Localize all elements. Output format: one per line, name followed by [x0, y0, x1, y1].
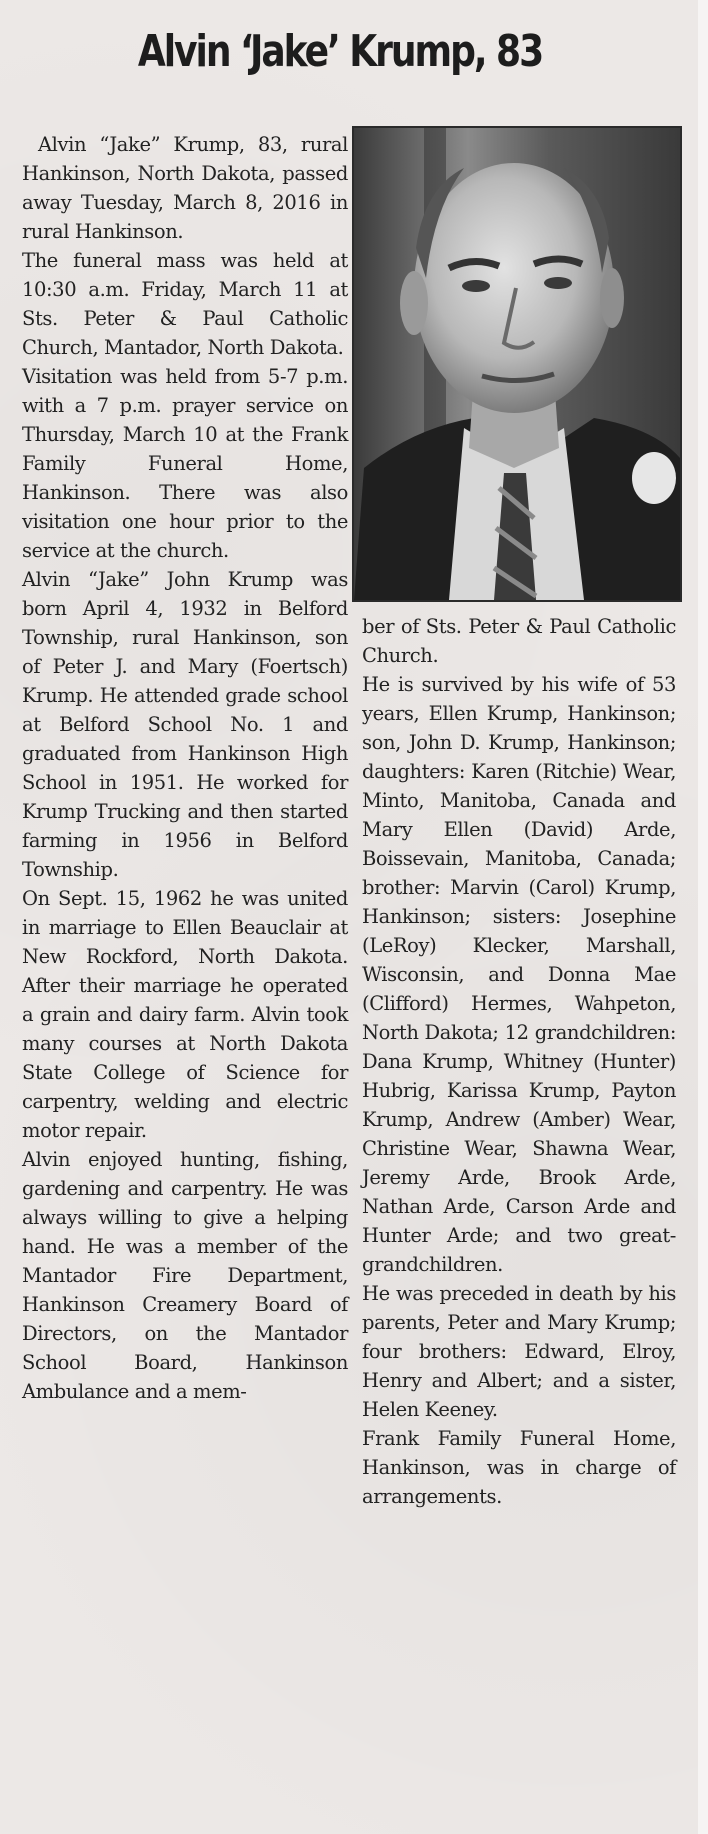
paragraph-visitation: Visitation was held from 5-7 p.m. with a 7 p.m. prayer service on Thursday, March 10 at the Frank Family Funeral Home, Hankinson. There was also visitation one hour prior to the service at the church.	[22, 365, 348, 562]
paragraph-early-life: Alvin “Jake” John Krump was born April 4, 1932 in Belford Township, rural Hankinson, son of Peter J. and Mary (Foertsch) Krump. He attended grade school at Belford School No. 1 and graduated from Hankinson High School in 1951. He worked for Krump Trucking and then started farming in 1956 in Belford Township.	[22, 568, 348, 881]
paragraph-activities: Alvin enjoyed hunting, fishing, gardening and carpentry. He was always willing to give a helping hand. He was a member of the Mantador Fire Department, Hankinson Creamery Board of Directors, on the Mantador School Board, Hankinson Ambulance and a mem-	[22, 1148, 348, 1403]
paragraph-marriage: On Sept. 15, 1962 he was united in marriage to Ellen Beauclair at New Rockford, North Dakota. After their marriage he operated a grain and dairy farm. Alvin took many courses at North Dakota State College of Science for carpentry, welding and electric motor repair.	[22, 887, 348, 1142]
paragraph-survivors: He is survived by his wife of 53 years, Ellen Krump, Hankinson; son, John D. Krump, Hankinson; daughters: Karen (Ritchie) Wear, Minto, Manitoba, Canada and Mary Ellen (David) Arde, Boissevain, Manitoba, Canada; brother: Marvin (Carol) Krump, Hankinson; sisters: Josephine (LeRoy) Klecker, Marshall, Wisconsin, and Donna Mae (Clifford) Hermes, Wahpeton, North Dakota; 12 grandchildren: Dana Krump, Whitney (Hunter) Hubrig, Karissa Krump, Payton Krump, Andrew (Amber) Wear, Christine Wear, Shawna Wear, Jeremy Arde, Brook Arde, Nathan Arde, Carson Arde and Hunter Arde; and two great-grandchildren.	[362, 673, 676, 1276]
left-column	[22, 130, 348, 1406]
right-column	[362, 612, 676, 1511]
paragraph-funeral-mass: The funeral mass was held at 10:30 a.m. Friday, March 11 at Sts. Peter & Paul Catholic Church, Mantador, North Dakota.	[22, 249, 348, 359]
clipping-edge	[698, 0, 708, 1834]
portrait-illustration	[354, 128, 680, 600]
paragraph-death-notice: Alvin “Jake” Krump, 83, rural Hankinson, North Dakota, passed away Tuesday, March 8, 2016 in rural Hankinson.	[22, 133, 348, 243]
portrait-photo	[352, 126, 682, 602]
paragraph-preceded: He was preceded in death by his parents, Peter and Mary Krump; four brothers: Edward, Elroy, Henry and Albert; and a sister, Helen Keeney.	[362, 1282, 676, 1421]
paragraph-continuation: ber of Sts. Peter & Paul Catholic Church.	[362, 615, 676, 667]
obituary-headline: Alvin ‘Jake’ Krump, 83	[137, 26, 543, 77]
paragraph-arrangements: Frank Family Funeral Home, Hankinson, was in charge of arrangements.	[362, 1427, 676, 1508]
